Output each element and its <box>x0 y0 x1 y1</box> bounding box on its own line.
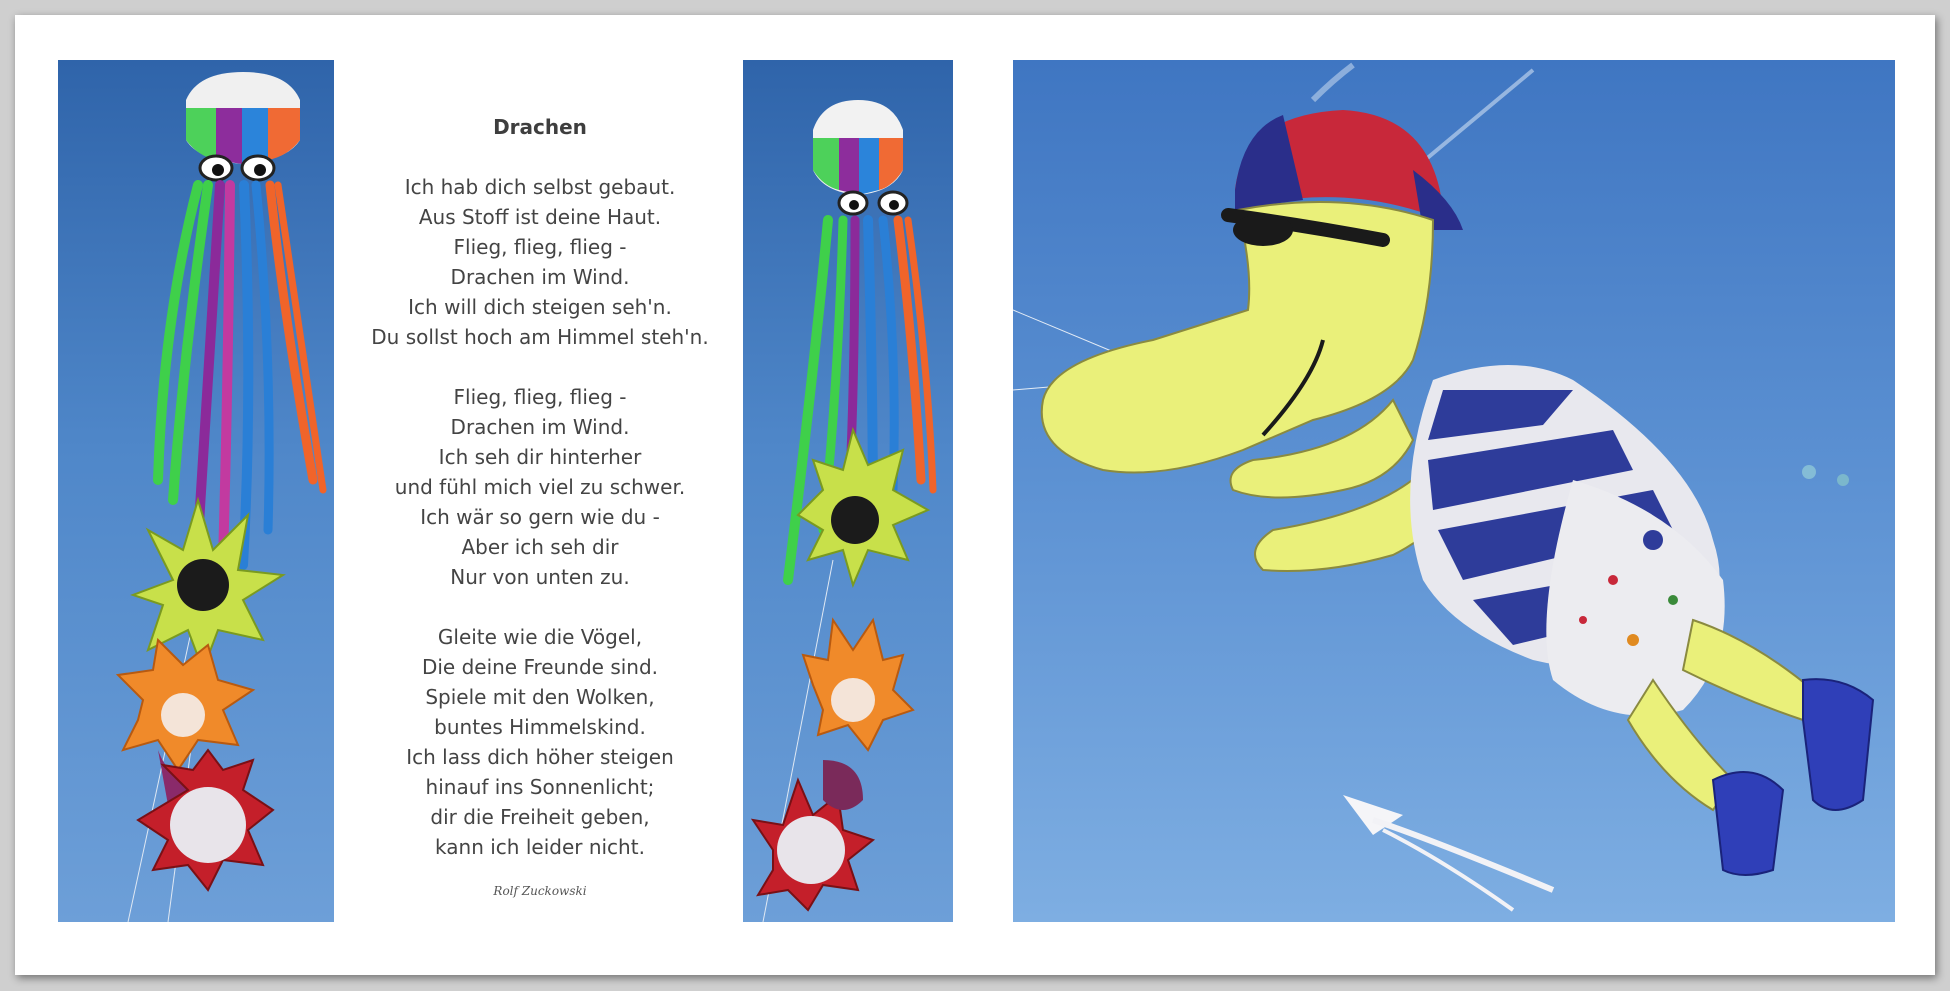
poem-title: Drachen <box>493 115 587 139</box>
poem-block <box>350 60 730 922</box>
stanza-3 <box>350 622 730 862</box>
poem-line: Drachen im Wind. <box>450 415 630 439</box>
poem-line: dir die Freiheit geben, <box>430 805 650 829</box>
poem-line: Du sollst hoch am Himmel steh'n. <box>371 325 709 349</box>
poem-line: Ich wär so gern wie du - <box>420 505 660 529</box>
poem-line: Ich lass dich höher steigen <box>406 745 674 769</box>
stanza-2 <box>350 382 730 592</box>
poem-author: Rolf Zuckowski <box>493 884 587 898</box>
character-kite-illustration <box>1013 60 1895 922</box>
poem-line: Nur von unten zu. <box>450 565 630 589</box>
poem-line: Aber ich seh dir <box>461 535 619 559</box>
poem-line: buntes Himmelskind. <box>434 715 646 739</box>
poem-line: Die deine Freunde sind. <box>421 655 659 679</box>
poem-line: Ich hab dich selbst gebaut. <box>404 175 676 199</box>
poem-line: Spiele mit den Wolken, <box>425 685 655 709</box>
poem-line: Drachen im Wind. <box>450 265 630 289</box>
photobook-spread <box>15 15 1935 975</box>
character-kite-photo <box>1013 60 1895 922</box>
octopus-kite-photo-middle <box>743 60 953 922</box>
poem-line: Ich seh dir hinterher <box>438 445 642 469</box>
poem-line: Aus Stoff ist deine Haut. <box>418 205 662 229</box>
poem-line: Ich will dich steigen seh'n. <box>408 295 672 319</box>
octopus-kite-illustration <box>58 60 334 922</box>
poem-line: Flieg, flieg, flieg - <box>453 385 627 409</box>
poem-line: kann ich leider nicht. <box>435 835 645 859</box>
poem-line: Flieg, flieg, flieg - <box>453 235 627 259</box>
poem-line: Gleite wie die Vögel, <box>437 625 643 649</box>
octopus-kite-photo-left <box>58 60 334 922</box>
poem-line: und fühl mich viel zu schwer. <box>394 475 686 499</box>
stanza-1 <box>350 172 730 352</box>
poem-line: hinauf ins Sonnenlicht; <box>425 775 655 799</box>
octopus-kite-illustration <box>743 60 953 922</box>
